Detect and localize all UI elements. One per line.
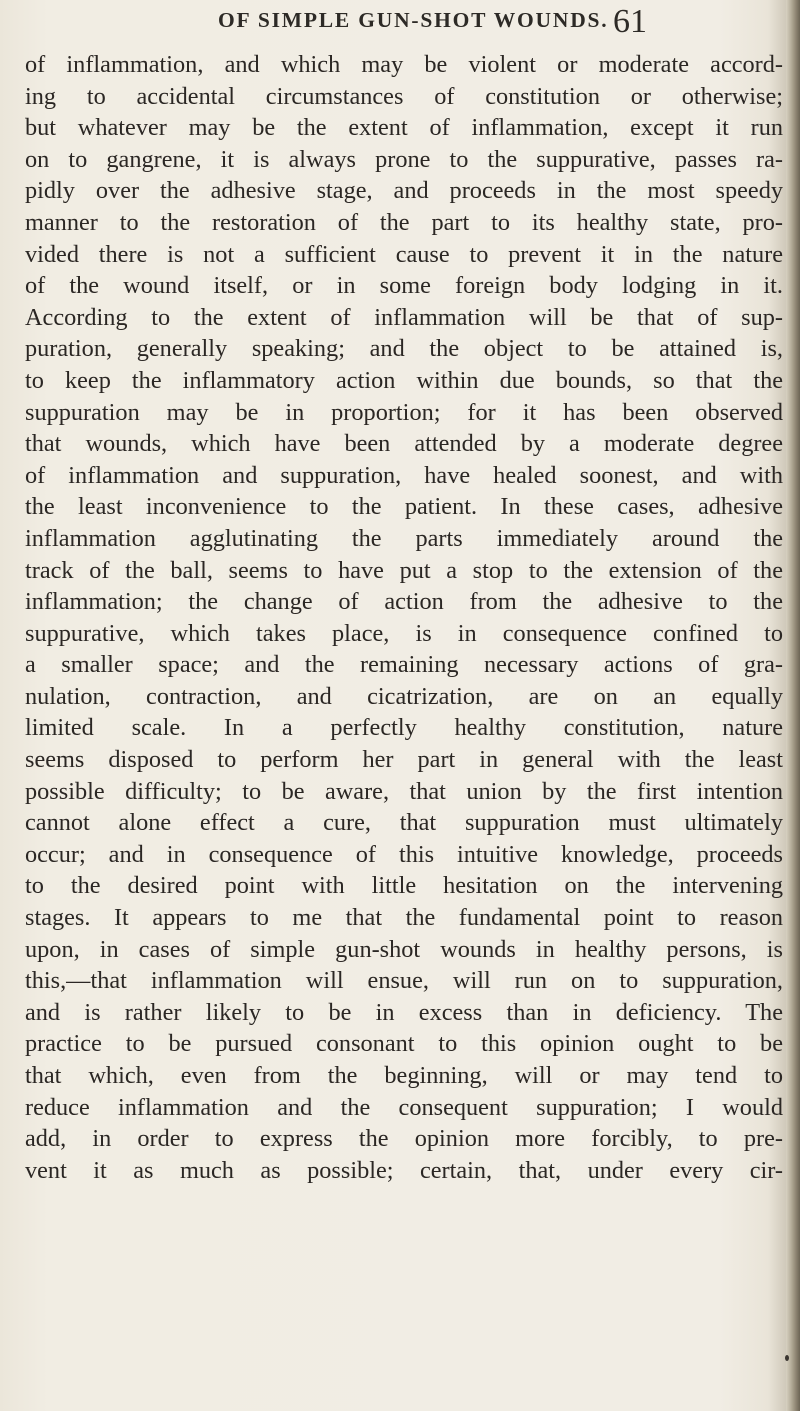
text-line: upon, in cases of simple gun-shot wounds in healthy persons, is xyxy=(25,935,783,963)
text-line: occur; and in consequence of this intuitive knowledge, proceeds xyxy=(25,840,783,868)
text-line: a smaller space; and the remaining necessary actions of gra- xyxy=(25,651,783,679)
text-line: suppuration may be in proportion; for it has been observed xyxy=(25,398,783,426)
text-line: practice to be pursued consonant to this opinion ought to be xyxy=(25,1030,783,1058)
text-line: to the desired point with little hesitation on the intervening xyxy=(25,872,783,900)
text-line: track of the ball, seems to have put a stop to the extension of the xyxy=(25,556,783,584)
text-line: of inflammation, and which may be violent or moderate accord- xyxy=(25,51,783,78)
text-line: the least inconvenience to the patient. In these cases, adhesive xyxy=(25,493,783,521)
text-line: nulation, contraction, and cicatrization, are on an equally xyxy=(25,682,783,710)
text-line: According to the extent of inflammation will be that of sup- xyxy=(25,303,783,331)
text-line: that wounds, which have been attended by a moderate degree xyxy=(25,430,783,458)
body-text xyxy=(25,49,783,1186)
text-line: pidly over the adhesive stage, and proceeds in the most speedy xyxy=(25,177,783,205)
text-line: vided there is not a sufficient cause to prevent it in the nature xyxy=(25,240,783,268)
text-line: inflammation agglutinating the parts immediately around the xyxy=(25,524,783,552)
text-line: inflammation; the change of action from the adhesive to the xyxy=(25,588,783,616)
text-line: stages. It appears to me that the fundamental point to reason xyxy=(25,904,783,932)
page-number: 61 xyxy=(613,3,647,40)
text-line: ing to accidental circumstances of constitution or otherwise; xyxy=(25,82,783,110)
text-line: reduce inflammation and the consequent suppuration; I would xyxy=(25,1093,783,1121)
text-line: suppurative, which takes place, is in consequence confined to xyxy=(25,619,783,647)
text-line: but whatever may be the extent of inflammation, except it run xyxy=(25,114,783,142)
text-line: of the wound itself, or in some foreign body lodging in it. xyxy=(25,272,783,300)
text-line: add, in order to express the opinion more forcibly, to pre- xyxy=(25,1125,783,1153)
text-line: possible difficulty; to be aware, that union by the first intention xyxy=(25,777,783,805)
text-line: of inflammation and suppuration, have healed soonest, and with xyxy=(25,461,783,489)
text-line: vent it as much as possible; certain, that, under every cir- xyxy=(25,1156,783,1184)
text-line: this,—that inflammation will ensue, will run on to suppuration, xyxy=(25,967,783,995)
page-binding-edge xyxy=(786,0,800,1411)
running-head xyxy=(0,3,800,44)
running-head-title: OF SIMPLE GUN-SHOT WOUNDS. xyxy=(218,8,609,32)
text-line: that which, even from the beginning, will or may tend to xyxy=(25,1062,783,1089)
text-line: cannot alone effect a cure, that suppuration must ultimately xyxy=(25,809,783,837)
text-line: and is rather likely to be in excess than in deficiency. The xyxy=(25,998,783,1026)
text-line: seems disposed to perform her part in general with the least xyxy=(25,746,783,774)
text-line: puration, generally speaking; and the object to be attained is, xyxy=(25,335,783,363)
ink-speck xyxy=(785,1355,789,1361)
text-line: on to gangrene, it is always prone to the suppurative, passes ra- xyxy=(25,145,783,173)
text-line: manner to the restoration of the part to its healthy state, pro- xyxy=(25,208,783,236)
text-line: to keep the inflammatory action within due bounds, so that the xyxy=(25,366,783,394)
text-line: limited scale. In a perfectly healthy constitution, nature xyxy=(25,714,783,742)
